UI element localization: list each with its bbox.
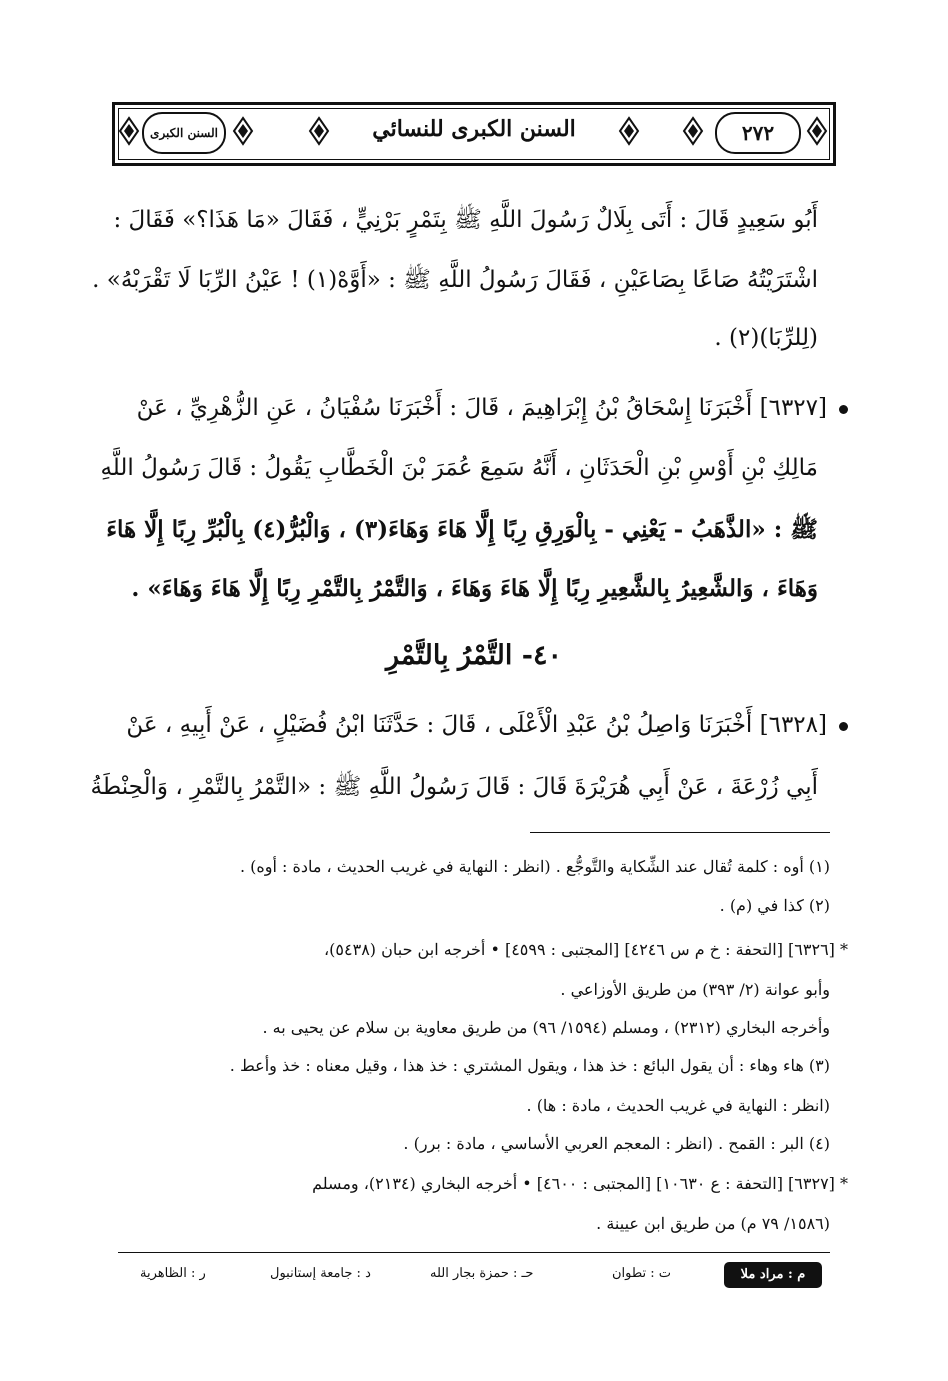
footnote: * [٦٣٢٧] [التحفة : ع ١٠٦٣٠] [المجتبى : ٤٦٠٠] • أخرجه البخاري (٢١٣٤)، ومسلم (312, 1174, 848, 1193)
hadith-line (128, 712, 848, 738)
bullet-icon (839, 722, 848, 731)
section-heading: ٤٠- التَّمْرُ بِالتَّمْرِ (385, 640, 563, 671)
footnote: (١) أوه : كلمة تُقال عند الشِّكاية والتَّوجُّع . (انظر : النهاية في غريب الحديث ، مادة : أوه) . (239, 857, 830, 876)
text-line: أَبُو سَعِيدٍ قَالَ : أَتَى بِلَالٌ رَسُولَ اللَّهِ ﷺ بِتَمْرٍ بَرْنِيٍّ ، فَقَالَ «مَا هَذَا؟» فَقَالَ : (113, 207, 818, 233)
footnote-separator (530, 832, 830, 833)
footnote: وأخرجه البخاري (٢٣١٢) ، ومسلم (١٥٩٤/ ٩٦) من طريق معاوية بن سلام عن يحيى به . (262, 1018, 830, 1037)
manuscript-siglum: د : جامعة إستانبول (270, 1266, 371, 1281)
footnote: (١٥٨٦/ ٧٩ م) من طريق ابن عيينة . (596, 1214, 830, 1233)
book-logo: السنن الكبرى (142, 112, 226, 154)
text-line: وَهَاءَ ، وَالشَّعِيرُ بِالشَّعِيرِ رِبًا إِلَّا هَاءَ وَهَاءَ ، وَالتَّمْرُ بِالتَّمْرِ رِبًا إِلَّا هَاءَ وَهَاءَ» . (131, 575, 818, 602)
bullet-icon (839, 405, 848, 414)
hadith-line (128, 395, 848, 421)
footnote: (٢) كذا في (م) . (719, 896, 830, 915)
manuscript-siglum: حـ : حمزة بجار الله (430, 1266, 534, 1281)
ornament-icon (682, 116, 704, 146)
page-number: ٢٧٢ (715, 112, 801, 154)
footnote: (٣) هاء وهاء : أن يقول البائع : خذ هذا ، ويقول المشتري : خذ هذا ، وقيل معناه : خذ وأعط . (229, 1056, 830, 1075)
manuscript-siglum: ر : الظاهرية (140, 1266, 206, 1281)
footnote: وأبو عوانة (٢/ ٣٩٣) من طريق الأوزاعي . (560, 980, 830, 999)
text-line: أَبِي زُرْعَةَ ، عَنْ أَبِي هُرَيْرَةَ قَالَ : قَالَ رَسُولُ اللَّهِ ﷺ : «التَّمْرُ بِالتَّمْرِ ، وَالْحِنْطَةُ (90, 774, 818, 800)
hadith-6327-start: [٦٣٢٧] أَخْبَرَنَا إِسْحَاقُ بْنُ إِبْرَاهِيمَ ، قَالَ : أَخْبَرَنَا سُفْيَانُ ، عَنِ الزُّهْرِيِّ ، عَنْ (136, 395, 827, 421)
page-header (112, 102, 836, 166)
text-line: ﷺ : «الذَّهَبُ - يَعْنِي - بِالْوَرِقِ رِبًا إِلَّا هَاءَ وَهَاءَ(٣) ، وَالْبُرُّ(٤) بِالْبُرِّ رِبًا إِلَّا هَاءَ (106, 516, 818, 543)
text-line: مَالِكِ بْنِ أَوْسِ بْنِ الْحَدَثَانِ ، أَنَّهُ سَمِعَ عُمَرَ بْنَ الْخَطَّابِ يَقُولُ : قَالَ رَسُولُ اللَّهِ (100, 455, 818, 481)
ornament-icon (618, 116, 640, 146)
text-line: (لِلرِّبَا)(٢) . (714, 325, 818, 351)
footnote: (انظر : النهاية في غريب الحديث ، مادة : ها) . (526, 1096, 830, 1115)
ornament-icon (308, 116, 330, 146)
text-line: اشْتَرَيْتُهُ صَاعًا بِصَاعَيْنِ ، فَقَالَ رَسُولُ اللَّهِ ﷺ : «أَوَّهْ(١) ! عَيْنُ الرِّبَا لَا تَقْرَبْهُ» . (92, 267, 818, 293)
copyist-badge: م : مراد ملا (724, 1262, 822, 1288)
book-title: السنن الكبرى للنسائي (372, 116, 576, 142)
manuscript-siglum: ت : تطوان (612, 1266, 672, 1281)
footer-rule (118, 1252, 830, 1253)
ornament-icon (118, 116, 140, 146)
ornament-icon (806, 116, 828, 146)
ornament-icon (232, 116, 254, 146)
hadith-6328-start: [٦٣٢٨] أَخْبَرَنَا وَاصِلُ بْنُ عَبْدِ الْأَعْلَى ، قَالَ : حَدَّثَنَا ابْنُ فُضَيْلٍ ، عَنْ أَبِيهِ ، عَنْ (126, 712, 827, 738)
footnote: * [٦٣٢٦] [التحفة : خ م س ٤٢٤٦] [المجتبى : ٤٥٩٩] • أخرجه ابن حبان (٥٤٣٨)، (324, 940, 848, 959)
footnote: (٤) البر : القمح . (انظر : المعجم العربي الأساسي ، مادة : برر) . (403, 1134, 830, 1153)
